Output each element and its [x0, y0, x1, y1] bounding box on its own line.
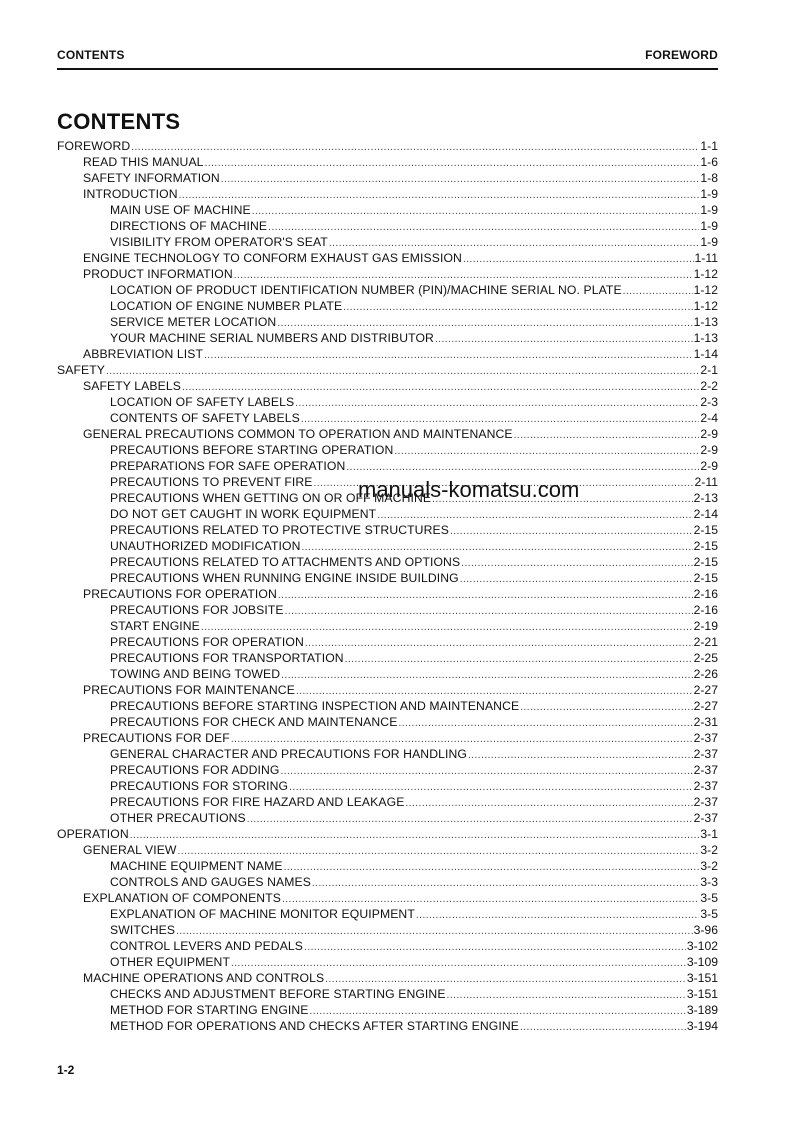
- toc-entry[interactable]: [57, 586, 718, 602]
- toc-entry[interactable]: [57, 218, 718, 234]
- toc-entry-title: SAFETY: [57, 363, 106, 377]
- toc-entry[interactable]: [57, 602, 718, 618]
- toc-leader-dots: [295, 396, 699, 412]
- toc-leader-dots: [304, 940, 686, 956]
- toc-leader-dots: [468, 748, 693, 764]
- toc-leader-dots: [520, 1020, 686, 1036]
- toc-entry[interactable]: [57, 282, 718, 298]
- toc-entry-title: PREPARATIONS FOR SAFE OPERATION: [110, 459, 346, 473]
- page-header: [57, 48, 718, 64]
- toc-entry-title: PRECAUTIONS BEFORE STARTING INSPECTION AND MAINTENANCE: [110, 699, 520, 713]
- toc-leader-dots: [463, 252, 694, 268]
- header-chapter-label: FOREWORD: [645, 48, 718, 62]
- toc-entry[interactable]: [57, 170, 718, 186]
- toc-entry-page: 2-31: [693, 715, 718, 729]
- toc-entry[interactable]: [57, 298, 718, 314]
- toc-entry-page: 2-37: [693, 747, 718, 761]
- toc-entry-page: 2-37: [693, 795, 718, 809]
- toc-entry-title: DIRECTIONS OF MACHINE: [110, 219, 268, 233]
- toc-entry-page: 1-8: [700, 171, 718, 185]
- toc-leader-dots: [394, 444, 699, 460]
- toc-entry-page: 2-1: [700, 363, 718, 377]
- toc-entry[interactable]: [57, 874, 718, 890]
- toc-entry-title: PRECAUTIONS RELATED TO ATTACHMENTS AND OPTIONS: [110, 555, 461, 569]
- toc-entry-title: SAFETY LABELS: [83, 379, 181, 393]
- toc-entry-page: 3-189: [686, 1003, 718, 1017]
- toc-entry-page: 2-26: [693, 667, 718, 681]
- toc-entry-page: 1-9: [700, 203, 718, 217]
- page-title: CONTENTS: [57, 109, 181, 134]
- toc-entry-title: OTHER PRECAUTIONS: [110, 811, 246, 825]
- toc-entry-page: 1-11: [694, 251, 718, 265]
- toc-entry[interactable]: [57, 250, 718, 266]
- toc-entry-title: PRECAUTIONS FOR OPERATION: [83, 587, 277, 601]
- toc-entry-title: DO NOT GET CAUGHT IN WORK EQUIPMENT: [110, 507, 377, 521]
- toc-entry-page: 2-15: [693, 555, 718, 569]
- toc-entry-title: CHECKS AND ADJUSTMENT BEFORE STARTING ENGINE: [110, 987, 446, 1001]
- toc-entry-title: MACHINE OPERATIONS AND CONTROLS: [83, 971, 325, 985]
- toc-entry-page: 1-9: [700, 219, 718, 233]
- toc-entry-page: 3-151: [686, 987, 718, 1001]
- toc-entry-title: PRECAUTIONS TO PREVENT FIRE: [110, 475, 313, 489]
- toc-entry[interactable]: [57, 682, 718, 698]
- toc-entry-page: 2-37: [693, 763, 718, 777]
- toc-entry-page: 3-5: [700, 907, 718, 921]
- toc-entry[interactable]: [57, 618, 718, 634]
- toc-entry-title: UNAUTHORIZED MODIFICATION: [110, 539, 301, 553]
- toc-entry-title: VISIBILITY FROM OPERATOR'S SEAT: [110, 235, 328, 249]
- toc-entry[interactable]: [57, 746, 718, 762]
- toc-entry-page: 2-25: [693, 651, 718, 665]
- toc-entry-page: 1-14: [693, 347, 718, 361]
- toc-entry[interactable]: [57, 858, 718, 874]
- toc-entry[interactable]: [57, 202, 718, 218]
- toc-entry[interactable]: [57, 794, 718, 810]
- toc-entry-page: 3-1: [700, 827, 718, 841]
- table-of-contents: [57, 138, 718, 1034]
- header-rule: [57, 68, 718, 70]
- toc-leader-dots: [106, 364, 699, 380]
- toc-entry-title: EXPLANATION OF MACHINE MONITOR EQUIPMENT: [110, 907, 415, 921]
- toc-entry-page: 2-27: [693, 699, 718, 713]
- toc-entry-title: GENERAL PRECAUTIONS COMMON TO OPERATION AND MAINTENANCE: [83, 427, 513, 441]
- toc-entry-title: METHOD FOR STARTING ENGINE: [110, 1003, 309, 1017]
- toc-entry-page: 3-96: [693, 923, 718, 937]
- toc-leader-dots: [204, 348, 693, 364]
- toc-entry-page: 3-2: [700, 859, 718, 873]
- toc-leader-dots: [130, 828, 700, 844]
- toc-entry-page: 1-9: [700, 187, 718, 201]
- toc-leader-dots: [312, 876, 699, 892]
- toc-entry-title: PRECAUTIONS BEFORE STARTING OPERATION: [110, 443, 394, 457]
- toc-entry[interactable]: [57, 234, 718, 250]
- toc-entry-title: ABBREVIATION LIST: [83, 347, 203, 361]
- toc-entry-page: 2-37: [693, 811, 718, 825]
- toc-entry-page: 2-15: [693, 571, 718, 585]
- toc-entry[interactable]: [57, 986, 718, 1002]
- toc-leader-dots: [405, 796, 692, 812]
- toc-entry-title: PRECAUTIONS FOR ADDING: [110, 763, 280, 777]
- toc-entry-title: GENERAL CHARACTER AND PRECAUTIONS FOR HANDLING: [110, 747, 467, 761]
- toc-entry[interactable]: [57, 522, 718, 538]
- toc-entry-page: 2-15: [693, 539, 718, 553]
- toc-entry[interactable]: [57, 442, 718, 458]
- toc-entry-title: OPERATION: [57, 827, 129, 841]
- toc-entry[interactable]: [57, 634, 718, 650]
- toc-leader-dots: [447, 988, 686, 1004]
- toc-entry-page: 2-16: [693, 603, 718, 617]
- toc-entry[interactable]: [57, 890, 718, 906]
- toc-entry-page: 2-37: [693, 731, 718, 745]
- toc-entry[interactable]: [57, 138, 718, 154]
- toc-entry-page: 3-3: [700, 875, 718, 889]
- toc-leader-dots: [460, 572, 693, 588]
- toc-entry-title: FOREWORD: [57, 139, 131, 153]
- toc-entry-page: 2-27: [693, 683, 718, 697]
- toc-entry[interactable]: [57, 666, 718, 682]
- toc-entry-page: 2-9: [700, 427, 718, 441]
- toc-entry-page: 2-9: [700, 443, 718, 457]
- toc-leader-dots: [450, 524, 693, 540]
- toc-entry-page: 3-109: [686, 955, 718, 969]
- toc-entry-title: PRECAUTIONS FOR DEF: [83, 731, 230, 745]
- toc-leader-dots: [268, 220, 699, 236]
- toc-entry-page: 1-12: [693, 283, 718, 297]
- toc-entry-title: CONTENTS OF SAFETY LABELS: [110, 411, 300, 425]
- toc-leader-dots: [346, 460, 699, 476]
- toc-leader-dots: [435, 332, 693, 348]
- toc-entry[interactable]: [57, 362, 718, 378]
- toc-entry-title: PRECAUTIONS WHEN GETTING ON OR OFF MACHINE: [110, 491, 432, 505]
- toc-entry-title: GENERAL VIEW: [83, 843, 177, 857]
- toc-entry-title: PRECAUTIONS WHEN RUNNING ENGINE INSIDE BUILDING: [110, 571, 459, 585]
- toc-entry-title: SERVICE METER LOCATION: [110, 315, 277, 329]
- watermark: manuals-komatsu.com: [358, 477, 580, 502]
- toc-entry-page: 1-9: [700, 235, 718, 249]
- toc-entry[interactable]: [57, 554, 718, 570]
- toc-leader-dots: [285, 604, 693, 620]
- toc-leader-dots: [278, 588, 693, 604]
- toc-entry-title: METHOD FOR OPERATIONS AND CHECKS AFTER STARTING ENGINE: [110, 1019, 519, 1033]
- toc-entry[interactable]: [57, 186, 718, 202]
- toc-entry-title: PRODUCT INFORMATION: [83, 267, 233, 281]
- toc-leader-dots: [252, 204, 700, 220]
- toc-entry-title: CONTROLS AND GAUGES NAMES: [110, 875, 311, 889]
- toc-leader-dots: [514, 428, 700, 444]
- toc-entry-title: LOCATION OF PRODUCT IDENTIFICATION NUMBER (PIN)/MACHINE SERIAL NO. PLATE: [110, 283, 622, 297]
- toc-entry-page: 2-21: [693, 635, 718, 649]
- toc-entry[interactable]: [57, 826, 718, 842]
- toc-entry-title: PRECAUTIONS FOR FIRE HAZARD AND LEAKAGE: [110, 795, 405, 809]
- toc-entry[interactable]: [57, 954, 718, 970]
- toc-entry-title: SWITCHES: [110, 923, 176, 937]
- toc-entry-title: PRECAUTIONS FOR STORING: [110, 779, 289, 793]
- toc-entry-page: 1-6: [700, 155, 718, 169]
- toc-entry-page: 2-2: [700, 379, 718, 393]
- toc-entry[interactable]: [57, 906, 718, 922]
- toc-entry-title: PRECAUTIONS FOR TRANSPORTATION: [110, 651, 344, 665]
- toc-entry-page: 1-12: [693, 299, 718, 313]
- toc-entry-title: PRECAUTIONS FOR JOBSITE: [110, 603, 284, 617]
- toc-leader-dots: [281, 668, 692, 684]
- toc-entry[interactable]: [57, 378, 718, 394]
- toc-entry-page: 3-5: [700, 891, 718, 905]
- toc-leader-dots: [416, 908, 699, 924]
- toc-entry[interactable]: [57, 154, 718, 170]
- toc-entry-page: 2-9: [700, 459, 718, 473]
- toc-entry-page: 2-4: [700, 411, 718, 425]
- toc-leader-dots: [520, 700, 692, 716]
- toc-entry[interactable]: [57, 394, 718, 410]
- toc-entry-title: SAFETY INFORMATION: [83, 171, 220, 185]
- toc-entry[interactable]: [57, 330, 718, 346]
- toc-entry-page: 2-16: [693, 587, 718, 601]
- toc-entry[interactable]: [57, 570, 718, 586]
- toc-entry[interactable]: [57, 314, 718, 330]
- toc-entry[interactable]: [57, 506, 718, 522]
- toc-entry[interactable]: [57, 698, 718, 714]
- toc-entry[interactable]: [57, 714, 718, 730]
- toc-entry-title: PRECAUTIONS FOR MAINTENANCE: [83, 683, 295, 697]
- toc-entry[interactable]: [57, 266, 718, 282]
- header-section-label: CONTENTS: [57, 48, 125, 62]
- toc-entry-title: INTRODUCTION: [83, 187, 178, 201]
- toc-entry-title: PRECAUTIONS FOR OPERATION: [110, 635, 304, 649]
- toc-entry[interactable]: [57, 762, 718, 778]
- toc-entry-title: TOWING AND BEING TOWED: [110, 667, 281, 681]
- page-number: 1-2: [57, 1063, 75, 1077]
- toc-entry[interactable]: [57, 538, 718, 554]
- toc-entry[interactable]: [57, 346, 718, 362]
- toc-entry-page: 3-151: [686, 971, 718, 985]
- toc-entry[interactable]: [57, 922, 718, 938]
- toc-entry-page: 1-13: [693, 331, 718, 345]
- toc-entry[interactable]: [57, 842, 718, 858]
- toc-entry-title: LOCATION OF SAFETY LABELS: [110, 395, 295, 409]
- toc-entry-page: 2-11: [694, 475, 718, 489]
- toc-leader-dots: [280, 764, 692, 780]
- toc-leader-dots: [221, 172, 700, 188]
- toc-entry[interactable]: [57, 1018, 718, 1034]
- toc-entry-title: READ THIS MANUAL: [83, 155, 204, 169]
- toc-entry-page: 2-14: [693, 507, 718, 521]
- toc-entry[interactable]: [57, 970, 718, 986]
- toc-entry-title: MAIN USE OF MACHINE: [110, 203, 251, 217]
- toc-entry-page: 1-1: [700, 139, 718, 153]
- toc-entry[interactable]: [57, 810, 718, 826]
- toc-leader-dots: [305, 636, 693, 652]
- toc-leader-dots: [205, 156, 700, 172]
- toc-entry-title: PRECAUTIONS RELATED TO PROTECTIVE STRUCTURES: [110, 523, 449, 537]
- toc-entry-page: 1-13: [693, 315, 718, 329]
- toc-entry-title: START ENGINE: [110, 619, 200, 633]
- toc-leader-dots: [131, 140, 699, 156]
- toc-entry-page: 3-2: [700, 843, 718, 857]
- toc-leader-dots: [623, 284, 693, 300]
- toc-leader-dots: [398, 716, 692, 732]
- toc-entry[interactable]: [57, 650, 718, 666]
- toc-entry-page: 1-12: [693, 267, 718, 281]
- toc-entry[interactable]: [57, 938, 718, 954]
- toc-entry-page: 2-3: [700, 395, 718, 409]
- toc-entry-page: 2-15: [693, 523, 718, 537]
- toc-entry[interactable]: [57, 778, 718, 794]
- toc-entry-page: 3-102: [686, 939, 718, 953]
- toc-entry-title: CONTROL LEVERS AND PEDALS: [110, 939, 304, 953]
- toc-entry-title: YOUR MACHINE SERIAL NUMBERS AND DISTRIBUTOR: [110, 331, 434, 345]
- toc-entry-page: 2-37: [693, 779, 718, 793]
- toc-leader-dots: [461, 556, 692, 572]
- toc-entry-title: PRECAUTIONS FOR CHECK AND MAINTENANCE: [110, 715, 398, 729]
- toc-entry-title: EXPLANATION OF COMPONENTS: [83, 891, 281, 905]
- toc-entry-page: 3-194: [686, 1019, 718, 1033]
- toc-entry[interactable]: [57, 458, 718, 474]
- toc-leader-dots: [343, 300, 692, 316]
- toc-entry[interactable]: [57, 730, 718, 746]
- toc-leader-dots: [179, 188, 700, 204]
- toc-entry-title: ENGINE TECHNOLOGY TO CONFORM EXHAUST GAS EMISSION: [83, 251, 462, 265]
- toc-entry-title: MACHINE EQUIPMENT NAME: [110, 859, 283, 873]
- toc-entry-page: 2-13: [693, 491, 718, 505]
- toc-leader-dots: [247, 812, 693, 828]
- toc-entry-page: 2-19: [693, 619, 718, 633]
- toc-entry[interactable]: [57, 410, 718, 426]
- toc-entry-title: OTHER EQUIPMENT: [110, 955, 230, 969]
- toc-entry-title: LOCATION OF ENGINE NUMBER PLATE: [110, 299, 343, 313]
- toc-entry[interactable]: [57, 426, 718, 442]
- toc-entry[interactable]: [57, 1002, 718, 1018]
- toc-leader-dots: [345, 652, 693, 668]
- toc-leader-dots: [284, 860, 700, 876]
